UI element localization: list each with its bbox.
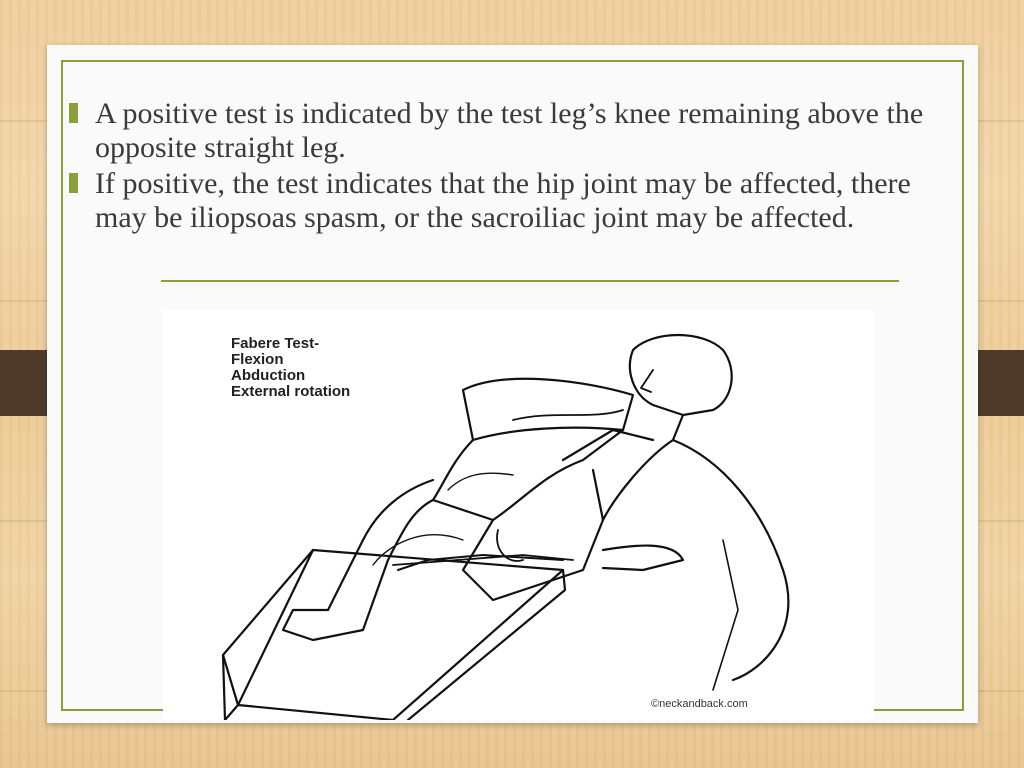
- bullet-square-icon: [69, 103, 78, 123]
- title-divider: [161, 280, 899, 282]
- bullet-list: [63, 97, 943, 237]
- bullet-item: [63, 97, 943, 165]
- slide-card: [47, 45, 978, 723]
- exam-table: [223, 550, 565, 720]
- caption-line: Fabere Test-: [231, 335, 320, 352]
- caption-line: External rotation: [231, 383, 351, 400]
- caption-line: Flexion: [231, 351, 284, 368]
- bullet-square-icon: [69, 173, 78, 193]
- figure-caption: [231, 336, 350, 400]
- bullet-text: If positive, the test indicates that the hip joint may be affected, there may be iliopsoas spasm, or the sacroiliac joint may be affected.: [95, 167, 911, 234]
- slide-frame: [61, 60, 964, 711]
- caption-line: Abduction: [231, 367, 306, 384]
- bullet-item: [63, 167, 943, 235]
- fabere-test-illustration: [163, 310, 874, 720]
- bullet-text: A positive test is indicated by the test leg’s knee remaining above the opposite straight leg.: [95, 97, 924, 164]
- image-credit: ©neckandback.com: [651, 698, 748, 710]
